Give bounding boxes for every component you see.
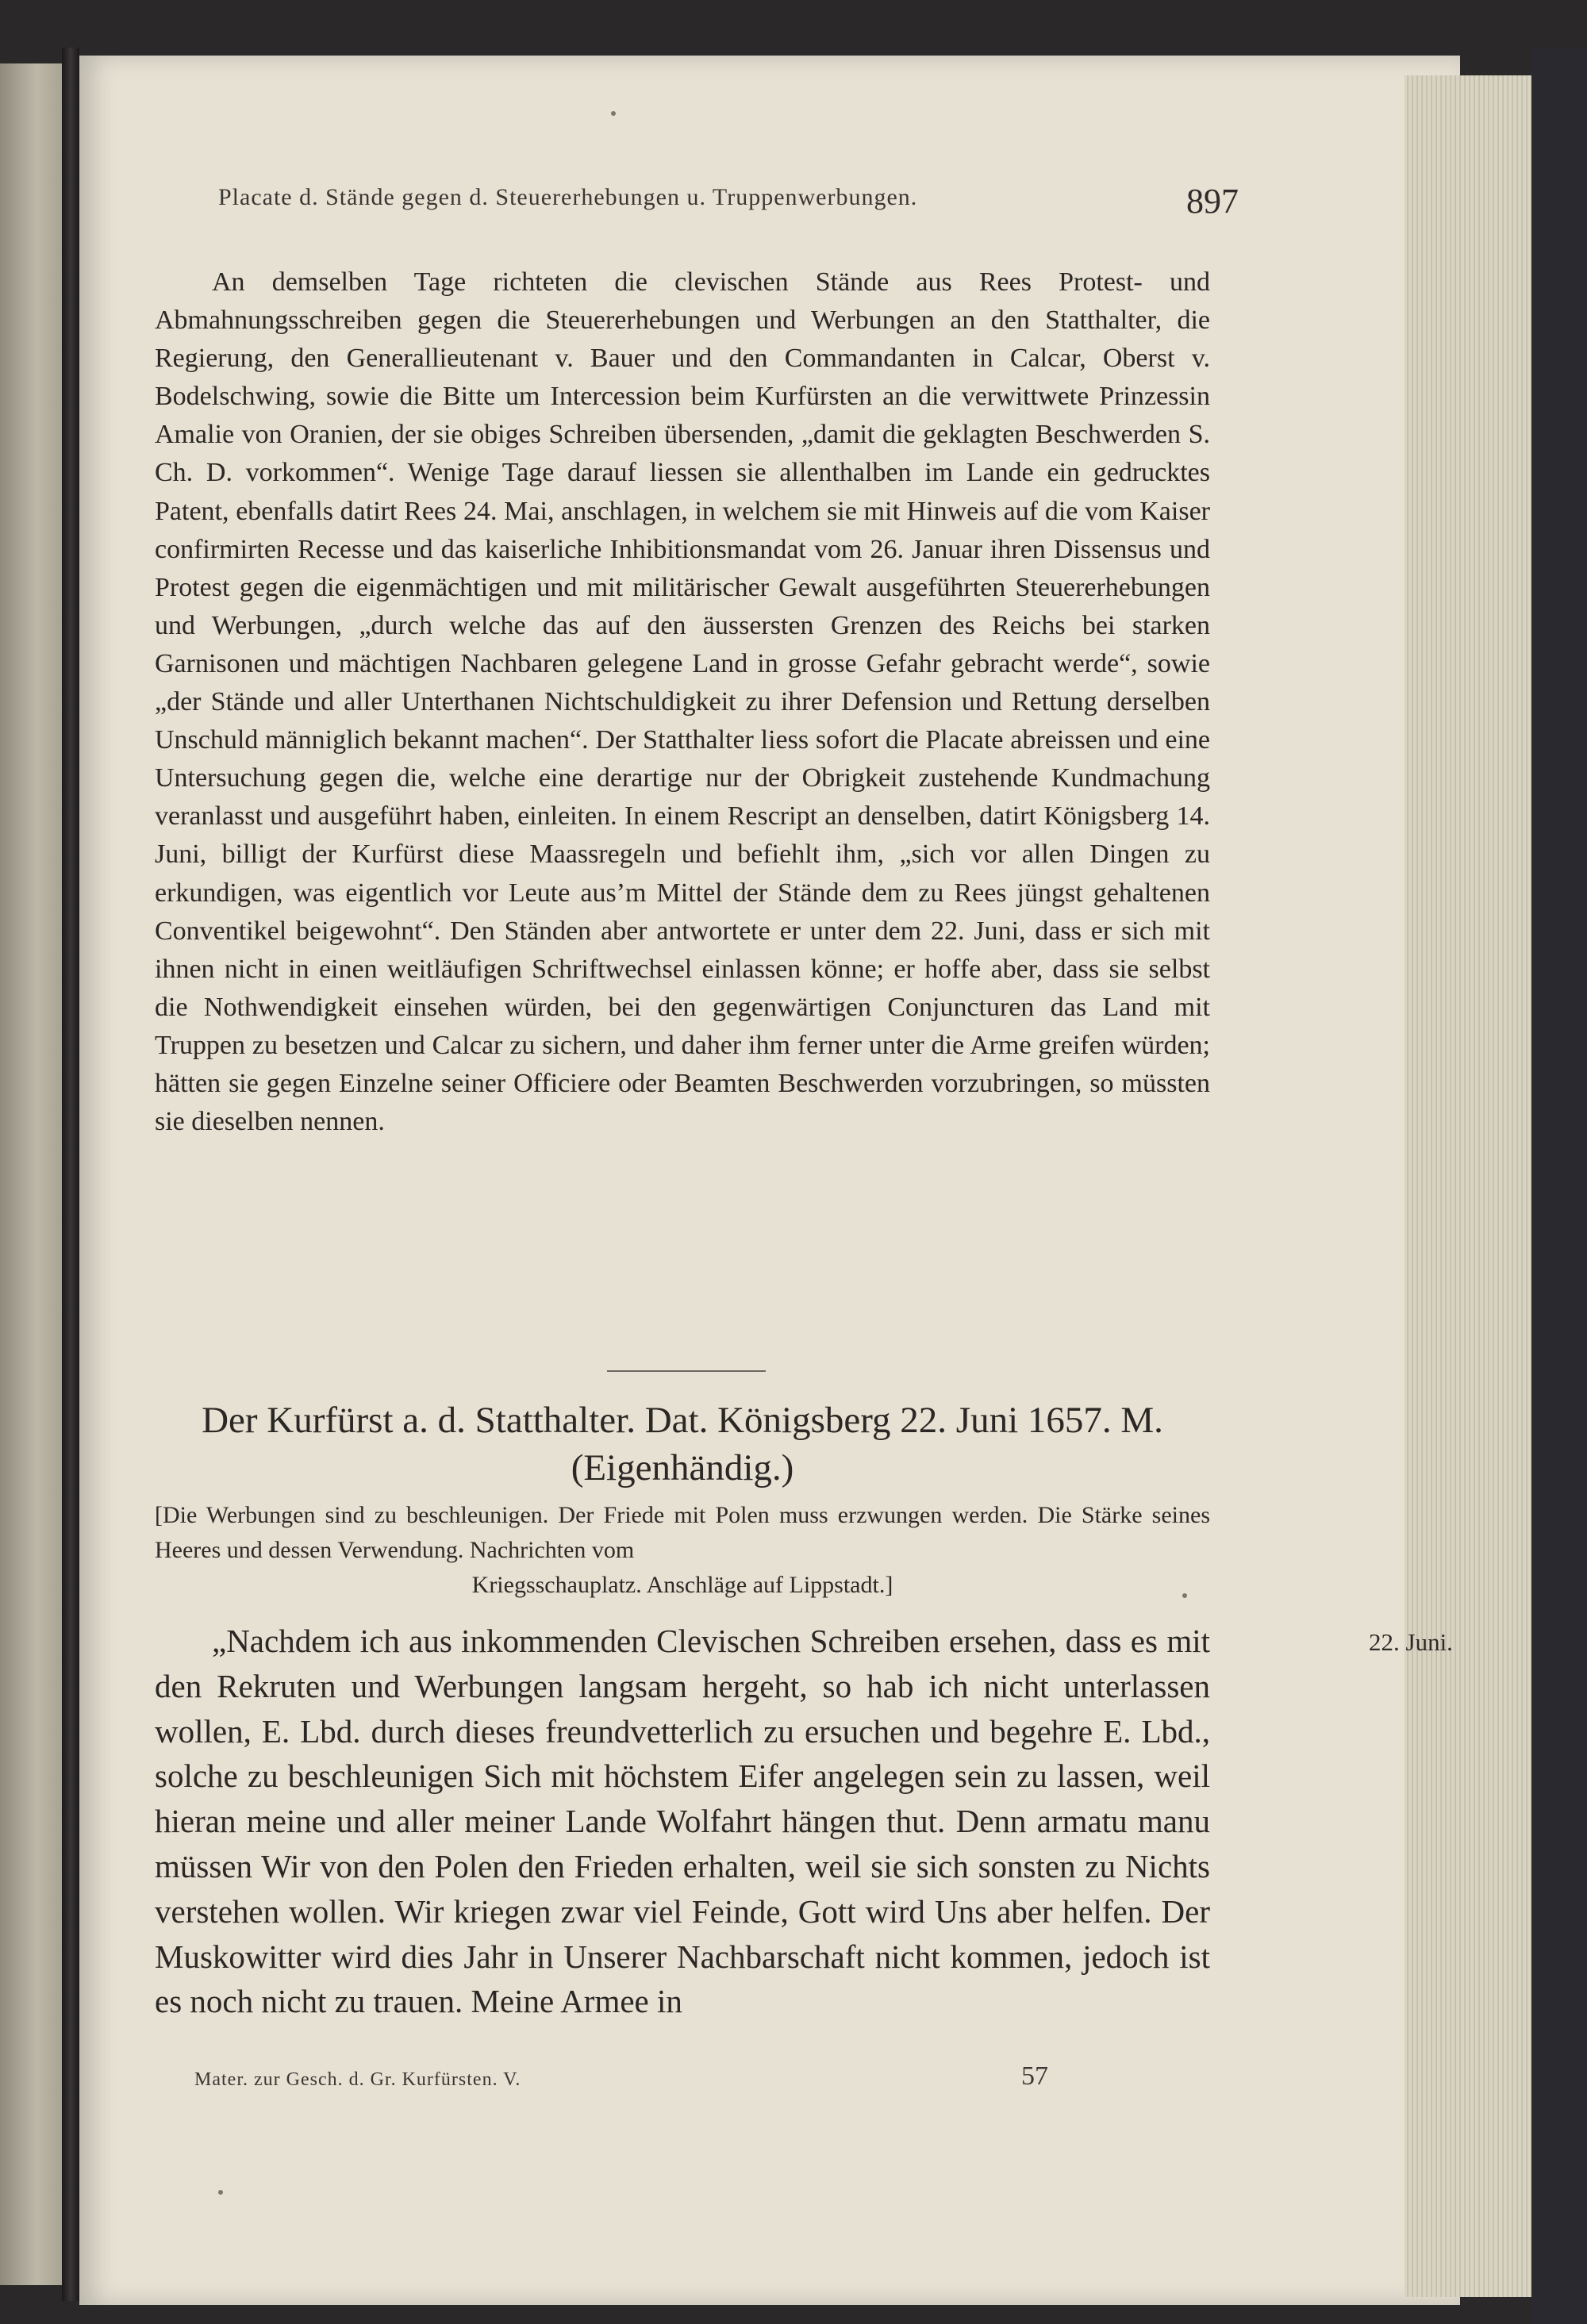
body-paragraph-block: [155, 263, 1210, 1141]
print-speck: [1182, 1593, 1187, 1598]
running-head: Placate d. Stände gegen d. Steuererhebungen u. Truppenwerbungen.: [218, 184, 918, 210]
letter-paragraph: „Nachdem ich aus inkommenden Clevischen Schreiben ersehen, dass es mit den Rekruten und Werbungen langsam hergeht, so hab ich nicht unterlassen wollen, E. Lbd. durch dieses freundvetterlich zu ersuchen und begehre E. Lbd., solche zu beschleunigen Sich mit höchstem Eifer angelegen sein zu lassen, weil hieran meine und aller meiner Lande Wolfahrt hängen thut. Denn armatu manu müssen Wir von den Polen den Frieden erhalten, weil sie sich sonsten zu Nichts verstehen wollen. Wir kriegen zwar viel Feinde, Gott wird Uns aber helfen. Der Muskowitter wird dies Jahr in Unserer Nachbarschaft nicht kommen, jedoch ist es noch nicht zu trauen. Meine Armee in: [155, 1623, 1210, 2020]
page-number: 897: [1186, 182, 1239, 221]
book-cover-edge: [1531, 48, 1587, 2324]
book-binding: [62, 48, 79, 2301]
footer-sheet-number: 57: [1021, 2061, 1048, 2091]
page-stack-edge: [1404, 75, 1536, 2297]
section-divider: [607, 1370, 766, 1372]
document-heading: [155, 1396, 1210, 1492]
heading-title: Der Kurfürst a. d. Statthalter. Dat. Königsberg 22. Juni 1657. M.: [202, 1400, 1163, 1441]
letter-body: [155, 1619, 1210, 2024]
summary-text: [Die Werbungen sind zu beschleunigen. Der Friede mit Polen muss erzwungen werden. Die Stärke seines Heeres und dessen Verwendung. Nachrichten vom: [155, 1502, 1210, 1563]
text-area: [155, 0, 1453, 2324]
document-summary: [155, 1498, 1210, 1603]
margin-date-note: 22. Juni.: [1369, 1628, 1453, 1656]
body-paragraph: An demselben Tage richteten die clevischen Stände aus Rees Protest- und Abmahnungsschreiben gegen die Steuererhebungen und Werbungen an den Statthalter, die Regierung, den Generallieutenant v. Bauer und den Commandanten in Calcar, Oberst v. Bodelschwing, sowie die Bitte um Intercession beim Kurfürsten an die verwittwete Prinzessin Amalie von Oranien, der sie obiges Schreiben übersenden, „damit die geklagten Beschwerden S. Ch. D. vorkommen“. Wenige Tage darauf liessen sie allenthalben im Lande ein gedrucktes Patent, ebenfalls datirt Rees 24. Mai, anschlagen, in welchem sie mit Hinweis auf die vom Kaiser confirmirten Recesse und das kaiserliche Inhibitionsmandat vom 26. Januar ihren Dissensus und Protest gegen die eigenmächtigen und mit militärischer Gewalt ausgeführten Steuererhebungen und Werbungen, „durch welche das auf den äussersten Grenzen des Reichs bei starken Garnisonen und mächtigen Nachbaren gelegene Land in grosse Gefahr gebracht werde“, sowie „der Stände und aller Unterthanen Nichtschuldigkeit zu ihrer Defension und Rettung derselben Unschuld männiglich bekannt machen“. Der Statthalter liess sofort die Placate abreissen und eine Untersuchung gegen die, welche eine derartige nur der Obrigkeit zustehende Kundmachung veranlasst und ausgeführt haben, einleiten. In einem Rescript an denselben, datirt Königsberg 14. Juni, billigt der Kurfürst diese Maassregeln und befiehlt ihm, „sich vor allen Dingen zu erkundigen, was eigentlich vor Leute aus’m Mittel der Stände dem zu Rees jüngst gehaltenen Conventikel beigewohnt“. Den Ständen aber antwortete er unter dem 22. Juni, dass er sich mit ihnen nicht in einen weitläufigen Schriftwechsel einlassen könne; er hoffe aber, dass sie selbst die Nothwendigkeit einsehen würden, bei den gegenwärtigen Conjuncturen das Land mit Truppen zu besetzen und Calcar zu sichern, und daher ihm ferner unter die Arme greifen würden; hätten sie gegen Einzelne seiner Officiere oder Beamten Beschwerden vorzubringen, so müssten sie dieselben nennen.: [155, 267, 1210, 1137]
left-page-edge: [0, 63, 62, 2285]
heading-subtitle: (Eigenhändig.): [571, 1447, 794, 1489]
footer-signature: Mater. zur Gesch. d. Gr. Kurfürsten. V.: [194, 2069, 521, 2090]
print-speck: [611, 111, 616, 116]
summary-text-end: Kriegsschauplatz. Anschläge auf Lippstadt.]: [471, 1572, 893, 1598]
print-speck: [218, 2190, 223, 2195]
